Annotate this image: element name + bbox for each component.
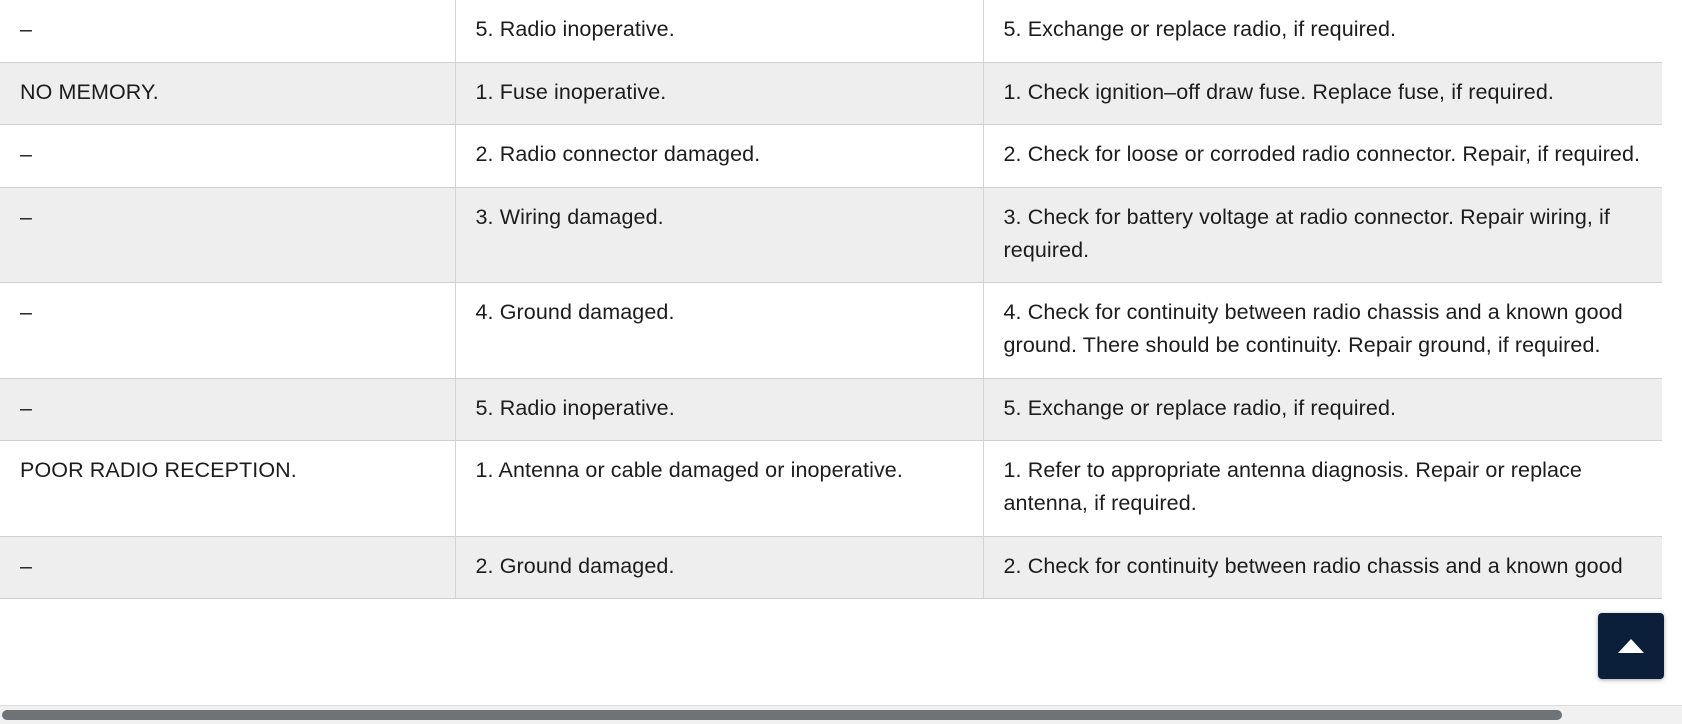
table-row [0, 188, 1662, 283]
cell-correction: 2. Check for loose or corroded radio connector. Repair, if required. [983, 125, 1662, 188]
cell-correction: 1. Refer to appropriate antenna diagnosis. Repair or replace antenna, if required. [983, 441, 1662, 536]
cell-correction: 5. Exchange or replace radio, if required. [983, 378, 1662, 441]
cell-cause: 2. Radio connector damaged. [455, 125, 983, 188]
table-row [0, 125, 1662, 188]
back-to-top-button[interactable] [1598, 613, 1664, 679]
cell-cause: 4. Ground damaged. [455, 283, 983, 378]
cell-condition: POOR RADIO RECEPTION. [0, 441, 455, 536]
triangle-up-icon [1616, 635, 1646, 657]
cell-condition: NO MEMORY. [0, 62, 455, 125]
cell-condition: – [0, 0, 455, 62]
cell-condition: – [0, 283, 455, 378]
cell-cause: 1. Antenna or cable damaged or inoperative. [455, 441, 983, 536]
horizontal-scrollbar[interactable] [0, 705, 1682, 724]
cell-cause: 2. Ground damaged. [455, 536, 983, 599]
cell-cause: 1. Fuse inoperative. [455, 62, 983, 125]
table-row [0, 378, 1662, 441]
cell-cause: 5. Radio inoperative. [455, 378, 983, 441]
cell-cause: 3. Wiring damaged. [455, 188, 983, 283]
cell-correction: 2. Check for continuity between radio chassis and a known good [983, 536, 1662, 599]
horizontal-scrollbar-thumb[interactable] [2, 710, 1562, 720]
cell-condition: – [0, 536, 455, 599]
cell-correction: 5. Exchange or replace radio, if required. [983, 0, 1662, 62]
table-row [0, 0, 1662, 62]
table-row [0, 441, 1662, 536]
cell-correction: 3. Check for battery voltage at radio connector. Repair wiring, if required. [983, 188, 1662, 283]
cell-condition: – [0, 378, 455, 441]
table-row [0, 283, 1662, 378]
table-row [0, 536, 1662, 599]
table-row [0, 62, 1662, 125]
cell-cause: 5. Radio inoperative. [455, 0, 983, 62]
cell-condition: – [0, 125, 455, 188]
cell-condition: – [0, 188, 455, 283]
cell-correction: 1. Check ignition–off draw fuse. Replace fuse, if required. [983, 62, 1662, 125]
cell-correction: 4. Check for continuity between radio chassis and a known good ground. There should be continuity. Repair ground, if required. [983, 283, 1662, 378]
